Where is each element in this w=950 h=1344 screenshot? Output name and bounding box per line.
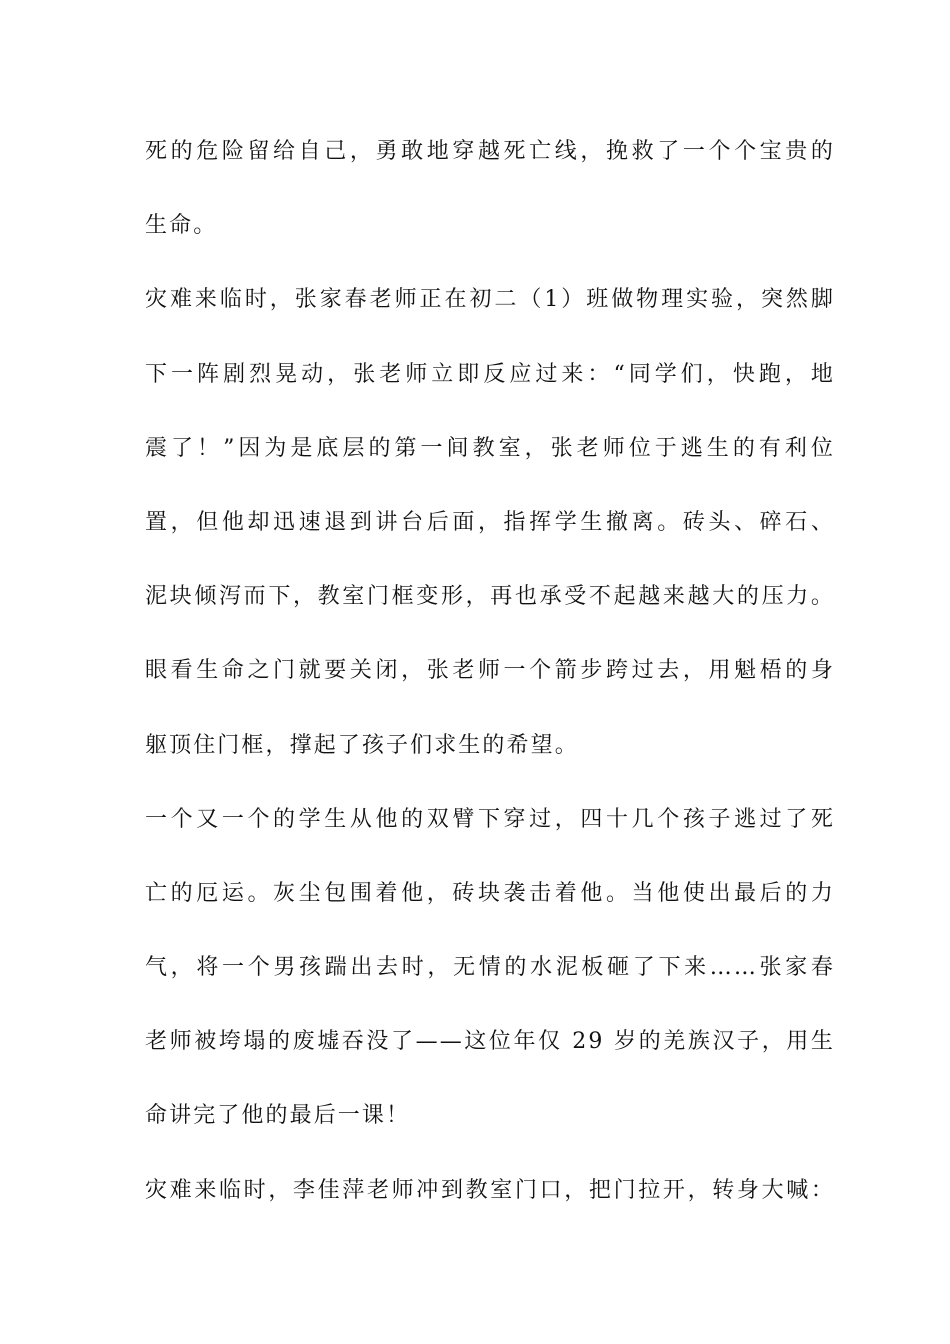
text-line-10: 一个又一个的学生从他的双臂下穿过，四十几个孩子逃过了死: [145, 806, 835, 832]
text-line-2: 生命。: [145, 213, 218, 239]
text-line-11: 亡的厄运。灰尘包围着他，砖块袭击着他。当他使出最后的力: [145, 880, 835, 906]
text-line-9: 躯顶住门框，撑起了孩子们求生的希望。: [145, 732, 579, 758]
text-line-14: 命讲完了他的最后一课！: [145, 1103, 411, 1129]
text-line-6: 置，但他却迅速退到讲台后面，指挥学生撤离。砖头、碎石、: [145, 509, 835, 535]
text-line-15: 灾难来临时，李佳萍老师冲到教室门口，把门拉开，转身大喊：: [145, 1177, 835, 1203]
text-line-3: 灾难来临时，张家春老师正在初二（1）班做物理实验，突然脚: [145, 287, 835, 313]
text-line-8: 眼看生命之门就要关闭，张老师一个箭步跨过去，用魁梧的身: [145, 658, 835, 684]
text-line-12: 气，将一个男孩踹出去时，无情的水泥板砸了下来……张家春: [145, 955, 835, 981]
text-line-1: 死的危险留给自己，勇敢地穿越死亡线，挽救了一个个宝贵的: [145, 139, 835, 164]
text-line-5: 震了！”因为是底层的第一间教室，张老师位于逃生的有利位: [145, 435, 835, 461]
text-line-4: 下一阵剧烈晃动，张老师立即反应过来：“同学们，快跑，地: [145, 361, 835, 387]
text-line-13: 老师被垮塌的废墟吞没了——这位年仅 29 岁的羌族汉子，用生: [145, 1029, 835, 1055]
body-text: [145, 128, 835, 1241]
text-line-7: 泥块倾泻而下，教室门框变形，再也承受不起越来越大的压力。: [145, 584, 835, 610]
